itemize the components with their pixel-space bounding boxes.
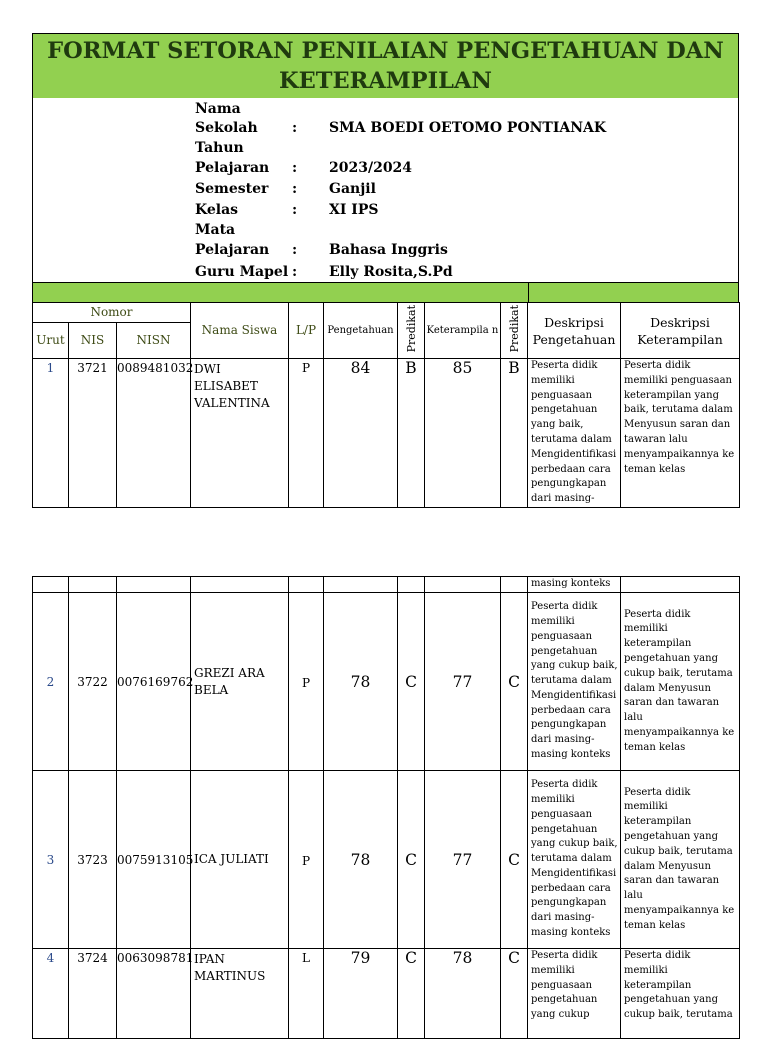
table-row <box>33 359 740 508</box>
predikat-label: Predikat <box>404 304 418 353</box>
header-nama-siswa: Nama Siswa <box>191 303 289 359</box>
row-pengetahuan: 78 <box>324 771 398 949</box>
row-keterampilan: 77 <box>425 771 501 949</box>
row-keterampilan: 78 <box>425 949 501 1039</box>
predikat-label: Predikat <box>507 304 521 353</box>
row-predikat-k: C <box>501 771 528 949</box>
sekolah-label-line2: Sekolah <box>195 120 258 136</box>
mapel-colon: : <box>292 242 298 258</box>
row-lp: P <box>289 593 324 771</box>
row-predikat-p: C <box>398 593 425 771</box>
row-nisn: 0063098781 <box>117 949 191 1039</box>
table-row <box>33 771 740 949</box>
header-nomor: Nomor <box>33 303 191 323</box>
row-deskripsi-keterampilan: Peserta didik memiliki keterampilan pengetahuan yang cukup baik, terutama dalam Menyusun saran dan tawaran lalu menyampaikannya ke teman kelas <box>621 593 740 771</box>
table-row <box>33 593 740 771</box>
row-nis: 3724 <box>69 949 117 1039</box>
header-deskripsi-keterampilan: Deskripsi Keterampilan <box>621 303 740 359</box>
tahun-colon: : <box>292 160 298 176</box>
row-nama: DWI ELISABET VALENTINA <box>191 359 289 508</box>
row-deskripsi-keterampilan: Peserta didik memiliki keterampilan pengetahuan yang cukup baik, terutama dalam Menyusun saran dan tawaran lalu menyampaikannya ke teman kelas <box>621 771 740 949</box>
row-nis: 3723 <box>69 771 117 949</box>
row-pengetahuan: 79 <box>324 949 398 1039</box>
row-predikat-k: B <box>501 359 528 508</box>
header-lp: L/P <box>289 303 324 359</box>
sekolah-value: SMA BOEDI OETOMO PONTIANAK <box>329 120 607 136</box>
row-predikat-k: C <box>501 949 528 1039</box>
row-lp: P <box>289 359 324 508</box>
green-band-divider <box>528 283 529 303</box>
header-predikat-k <box>501 303 528 359</box>
row-nisn: 0089481032 <box>117 359 191 508</box>
green-band <box>32 283 739 303</box>
row-urut: 2 <box>33 593 69 771</box>
row-keterampilan: 77 <box>425 593 501 771</box>
header-nisn: NISN <box>117 323 191 359</box>
header-keterampilan: Keterampila n <box>425 303 501 359</box>
semester-colon: : <box>292 181 298 197</box>
semester-value: Ganjil <box>329 181 376 197</box>
row-lp: P <box>289 771 324 949</box>
tahun-label-line2: Pelajaran <box>195 160 270 176</box>
mapel-value: Bahasa Inggris <box>329 242 448 258</box>
continuation-row <box>33 577 740 593</box>
row-pengetahuan: 78 <box>324 593 398 771</box>
row-nis: 3721 <box>69 359 117 508</box>
kelas-value: XI IPS <box>329 202 379 218</box>
table-row <box>33 949 740 1039</box>
row-pengetahuan: 84 <box>324 359 398 508</box>
row-urut: 3 <box>33 771 69 949</box>
row-predikat-p: C <box>398 771 425 949</box>
header-deskripsi-pengetahuan: Deskripsi Pengetahuan <box>528 303 621 359</box>
sekolah-colon: : <box>292 120 298 136</box>
row-urut: 4 <box>33 949 69 1039</box>
grades-table-page1 <box>32 302 740 508</box>
document-title: FORMAT SETORAN PENILAIAN PENGETAHUAN DAN KETERAMPILAN <box>47 38 724 94</box>
guru-value: Elly Rosita,S.Pd <box>329 264 453 280</box>
row-nisn: 0076169762 <box>117 593 191 771</box>
grades-table-page2 <box>32 576 740 1039</box>
row-predikat-p: B <box>398 359 425 508</box>
row-predikat-p: C <box>398 949 425 1039</box>
row-lp: L <box>289 949 324 1039</box>
row-predikat-k: C <box>501 593 528 771</box>
row-urut: 1 <box>33 359 69 508</box>
sekolah-label-line1: Nama <box>195 101 241 117</box>
row-deskripsi-pengetahuan: Peserta didik memiliki penguasaan pengetahuan yang cukup baik, terutama dalam Mengidentifikasi perbedaan cara pengungkapan dari masing-masing konteks <box>528 771 621 949</box>
tahun-value: 2023/2024 <box>329 160 413 176</box>
row-deskripsi-pengetahuan: Peserta didik memiliki penguasaan pengetahuan yang cukup baik, terutama dalam Mengidentifikasi perbedaan cara pengungkapan dari masing-masing konteks <box>528 593 621 771</box>
header-predikat-p <box>398 303 425 359</box>
row-deskripsi-keterampilan: Peserta didik memiliki keterampilan pengetahuan yang cukup baik, terutama <box>621 949 740 1039</box>
guru-label: Guru Mapel <box>195 264 289 280</box>
tahun-label-line1: Tahun <box>195 140 244 156</box>
header-pengetahuan: Pengetahuan <box>324 303 398 359</box>
guru-colon: : <box>292 264 298 280</box>
semester-label: Semester <box>195 181 269 197</box>
row-nama: ICA JULIATI <box>191 771 289 949</box>
row-deskripsi-keterampilan: Peserta didik memiliki penguasaan keterampilan yang baik, terutama dalam Menyusun saran dan tawaran lalu menyampaikannya ke teman kelas <box>621 359 740 508</box>
mapel-label-line2: Pelajaran <box>195 242 270 258</box>
header-urut: Urut <box>33 323 69 359</box>
mapel-label-line1: Mata <box>195 222 236 238</box>
row-nama: GREZI ARA BELA <box>191 593 289 771</box>
row-nama: IPAN MARTINUS <box>191 949 289 1039</box>
header-nis: NIS <box>69 323 117 359</box>
row-deskripsi-continuation: masing konteks <box>528 577 621 593</box>
row-nis: 3722 <box>69 593 117 771</box>
row-deskripsi-pengetahuan: Peserta didik memiliki penguasaan pengetahuan yang baik, terutama dalam Mengidentifikasi perbedaan cara pengungkapan dari masing- <box>528 359 621 508</box>
row-deskripsi-pengetahuan: Peserta didik memiliki penguasaan pengetahuan yang cukup <box>528 949 621 1039</box>
row-nisn: 0075913105 <box>117 771 191 949</box>
kelas-colon: : <box>292 202 298 218</box>
kelas-label: Kelas <box>195 202 239 218</box>
row-keterampilan: 85 <box>425 359 501 508</box>
